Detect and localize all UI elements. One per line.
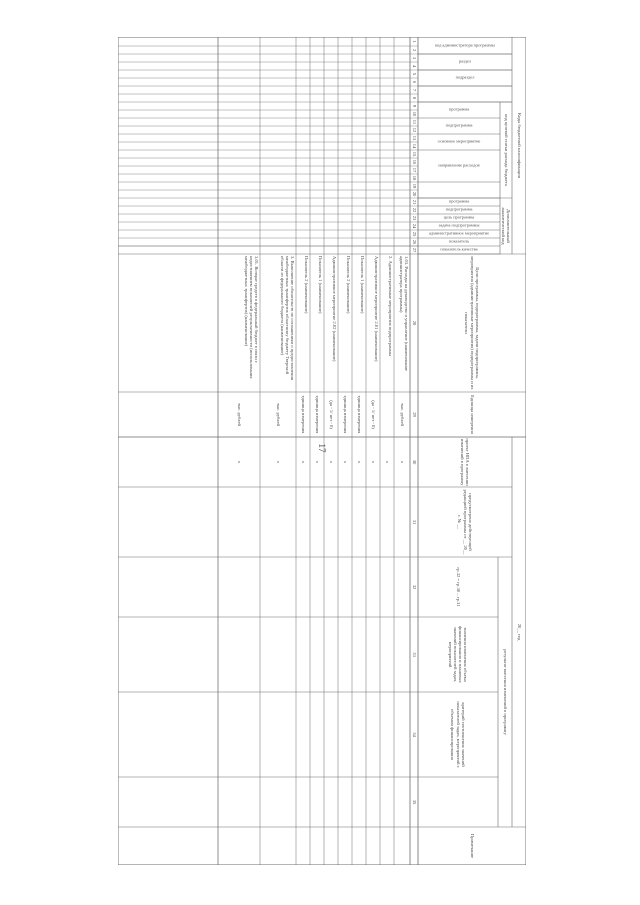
row-name: Показатель 2 (наименование) bbox=[346, 256, 351, 314]
quality-header-text: показатель качества bbox=[440, 246, 478, 252]
row-unit: единица измерения bbox=[314, 395, 320, 434]
row-npa-mark: х bbox=[342, 460, 348, 464]
programma2-header bbox=[418, 198, 500, 206]
row-npa-mark: х bbox=[356, 460, 362, 464]
column-number: 26 bbox=[411, 239, 417, 245]
row-name: Административное мероприятие 2.02 (наименование) bbox=[332, 256, 337, 362]
column-number: 7 bbox=[411, 88, 417, 92]
column-number: 29 bbox=[411, 412, 417, 417]
row-unit: тыс. рублей bbox=[275, 403, 281, 426]
column-number: 18 bbox=[411, 175, 417, 181]
column-number: 33 bbox=[411, 652, 417, 657]
column-number: 8 bbox=[411, 96, 417, 100]
podrazdel-header-text: подраздел bbox=[455, 74, 475, 80]
year-header: 20__ год bbox=[516, 623, 522, 641]
column-number: 12 bbox=[411, 127, 417, 133]
row-npa-mark: х bbox=[314, 460, 320, 464]
row-name: Показатель 1 (наименование) bbox=[360, 256, 365, 314]
razdel-header-text: раздел bbox=[458, 58, 472, 64]
row-npa-mark: х bbox=[328, 460, 334, 464]
row-name: 3. Выполнение обязательств по соглашениям о предоставлении межбюджетных трансфертов областному бюджету Тверской области из федерального бюджета (наименование) bbox=[279, 256, 295, 381]
indicator-header bbox=[418, 238, 500, 246]
podprogramma2-header-text: подпрограмма bbox=[445, 206, 473, 212]
column-number: 2 bbox=[411, 48, 417, 52]
main-event-header-text: основное мероприятие bbox=[437, 138, 481, 144]
column-number: 17 bbox=[411, 167, 417, 173]
adm-code-header-text: код администратора программы bbox=[435, 42, 495, 48]
row-unit: (да - 1/ нет - 0) bbox=[370, 400, 376, 429]
row-name: Показатель 2 (наименование) bbox=[304, 256, 309, 314]
row-npa-mark: х bbox=[275, 460, 281, 464]
table-frame bbox=[118, 37, 526, 865]
expense-direction-header bbox=[418, 150, 500, 182]
column-number: 9 bbox=[411, 104, 417, 108]
row-name: Административное мероприятие 2.01 (наименование) bbox=[374, 256, 379, 362]
column-number: 23 bbox=[411, 215, 417, 221]
row-npa-mark: х bbox=[300, 460, 306, 464]
row-unit: тыс. рублей bbox=[236, 403, 242, 426]
podprogramma2-header bbox=[418, 206, 500, 214]
result-header: результат внесения изменений в программу bbox=[502, 649, 508, 735]
row-name: 3.01. Возврат средств в федеральный бюджет в связи с недостижением показателей результативности (использования межбюджетных трансфертов) (наименование) bbox=[243, 256, 259, 379]
row-unit: единица измерения bbox=[342, 395, 348, 434]
row-name: Показатель 1 (наименование) bbox=[318, 256, 323, 314]
column-number: 10 bbox=[411, 111, 417, 117]
expense-direction-header-text: направление расходов bbox=[438, 162, 480, 168]
column-number: 5 bbox=[411, 72, 417, 76]
row-npa-mark: х bbox=[370, 460, 376, 464]
razdel-header bbox=[418, 54, 512, 70]
column-number: 20 bbox=[411, 191, 417, 197]
column-number: 28 bbox=[411, 320, 417, 326]
column-number: 30 bbox=[411, 459, 417, 465]
column-number: 4 bbox=[411, 64, 417, 68]
column-number: 35 bbox=[411, 799, 417, 805]
column-number: 13 bbox=[411, 135, 417, 141]
column-number: 21 bbox=[411, 199, 417, 205]
adm-event-header-text: административное мероприятие bbox=[428, 230, 490, 236]
task2-header bbox=[418, 222, 500, 230]
indicator-header-text: показатель bbox=[448, 238, 470, 244]
column-number: 14 bbox=[411, 143, 417, 149]
podrazdel-header bbox=[418, 70, 512, 86]
task-header-text: цель программы bbox=[443, 214, 475, 220]
column-number: 6 bbox=[411, 80, 417, 84]
programma2-header-text: программа bbox=[448, 198, 470, 204]
rotated-table-sheet bbox=[118, 37, 526, 865]
column-number: 27 bbox=[411, 247, 417, 253]
row-npa-mark: х bbox=[399, 460, 405, 464]
expense-code-header: код целевой статьи расхода бюджета bbox=[503, 114, 509, 186]
podprogramma-header-text: подпрограмма bbox=[445, 122, 473, 128]
note-header: Примечание bbox=[469, 833, 475, 859]
row-name: 2. Административные мероприятия подпрограммы bbox=[388, 256, 393, 356]
quality-header bbox=[418, 246, 500, 254]
npa-header: проект НПА о внесении изменений в программу bbox=[460, 438, 471, 486]
row-npa-mark: х bbox=[236, 460, 242, 464]
column-number: 19 bbox=[411, 183, 417, 189]
column-number: 31 bbox=[411, 519, 417, 525]
budget-codes-header: Коды бюджетной классификации bbox=[516, 112, 522, 179]
row-unit: тыс. рублей bbox=[399, 403, 405, 426]
row-npa-mark: х bbox=[384, 460, 390, 464]
criterion-header: критерий соотношения значений показателей задач, мероприятий с объемом финансирования bbox=[450, 701, 466, 768]
adm-event-header bbox=[418, 230, 500, 238]
current-header: предусмотрено действующей редакцией программы от __ 20__ г. № __ bbox=[457, 489, 473, 555]
column-number: 24 bbox=[411, 223, 417, 229]
rel-change-header: значения изменения объема финансирования и плановых значений показателей задач, мероприятий bbox=[447, 626, 469, 683]
row-unit: (да - 1/ нет - 0) bbox=[328, 400, 334, 429]
task-header bbox=[418, 214, 500, 222]
row-unit: единица измерения bbox=[300, 395, 306, 434]
adm-code-header bbox=[418, 37, 512, 54]
row-unit bbox=[380, 392, 394, 437]
programma-header bbox=[418, 102, 500, 118]
column-number: 11 bbox=[411, 119, 417, 125]
goals-column-header: Цели программы, подпрограммы, задачи подпрограммы, мероприятия (административные мероприятия) подпрограммы и их показатели bbox=[464, 256, 480, 390]
formula-header: гр.32 = гр.30 – гр.31 bbox=[455, 567, 461, 607]
podprogramma-header bbox=[418, 118, 500, 134]
column-number: 32 bbox=[411, 584, 417, 590]
row-name: 1.03. Расходы на руководство и управление (наименование администратора программы) bbox=[398, 256, 409, 372]
column-number: 25 bbox=[411, 231, 417, 237]
column-number: 16 bbox=[411, 159, 417, 165]
row-unit: единица измерения bbox=[356, 395, 362, 434]
column-number: 15 bbox=[411, 151, 417, 157]
column-number: 1 bbox=[411, 40, 417, 43]
main-event-header bbox=[418, 134, 500, 150]
column-number: 34 bbox=[411, 732, 417, 737]
task2-header-text: задача подпрограммы bbox=[438, 222, 480, 228]
column-number: 22 bbox=[411, 207, 417, 213]
analytic-code-header: Дополнительный аналитический код bbox=[501, 207, 512, 245]
unit-column-header: Единица измерения bbox=[469, 395, 475, 434]
programma-header-text: программа bbox=[448, 106, 470, 112]
page-number: 17 bbox=[317, 443, 327, 453]
column-number: 3 bbox=[411, 56, 417, 60]
